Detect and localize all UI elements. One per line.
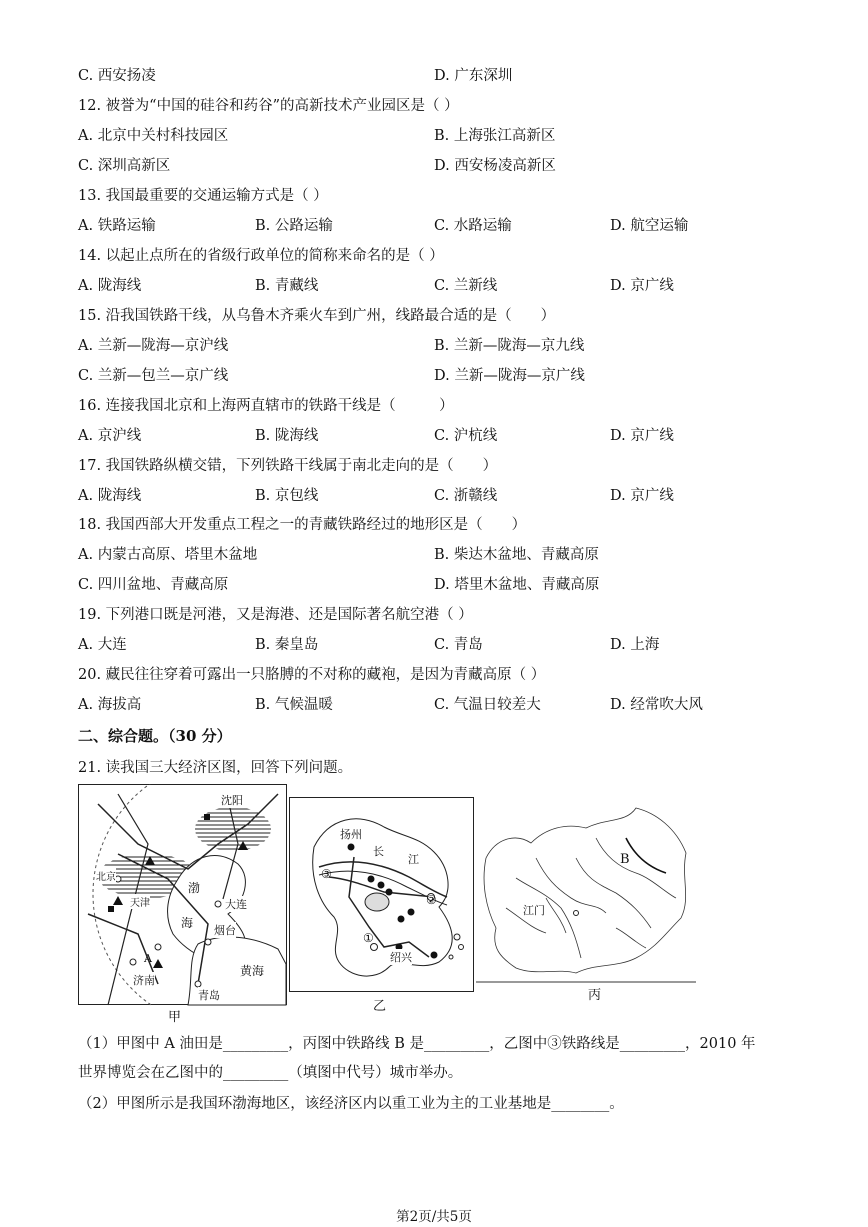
- q19-options: [78, 635, 798, 655]
- q13-option-c: C. 水路运输: [434, 218, 512, 234]
- q13-options: [78, 216, 798, 236]
- q14-option-d: D. 京广线: [610, 278, 674, 294]
- map-bing-caption: 丙: [588, 988, 602, 1003]
- q13-option-b: B. 公路运输: [255, 218, 333, 234]
- q20-option-b: B. 气候温暖: [255, 697, 333, 713]
- q18-option-d: D. 塔里木盆地、青藏高原: [434, 577, 600, 593]
- q16-stem: 16. 连接我国北京和上海两直辖市的铁路干线是（ ）: [78, 398, 454, 414]
- q19-option-d: D. 上海: [610, 637, 660, 653]
- q12-option-b: B. 上海张江高新区: [434, 128, 556, 144]
- q16-option-b: B. 陇海线: [255, 428, 319, 444]
- q12-options-row1: [78, 126, 798, 146]
- q17-stem: 17. 我国铁路纵横交错，下列铁路干线属于南北走向的是（ ）: [78, 458, 498, 474]
- map-label-qingdao: 青岛: [198, 989, 220, 1002]
- q20-option-a: A. 海拔高: [78, 697, 142, 713]
- q11-option-d: D. 广东深圳: [434, 68, 513, 84]
- q12-options-row2: [78, 156, 798, 176]
- q19-option-b: B. 秦皇岛: [255, 637, 319, 653]
- q17-option-c: C. 浙赣线: [434, 488, 498, 504]
- map-label-chang: 长: [373, 845, 384, 858]
- map-label-jiangmen: 江门: [523, 904, 545, 917]
- map-label-yantai: 烟台: [214, 924, 236, 937]
- q20-option-c: C. 气温日较差大: [434, 697, 541, 713]
- q17-option-d: D. 京广线: [610, 488, 674, 504]
- q21-sub1-line1: （1）甲图中 A 油田是_________，丙图中铁路线 B 是_________，乙图中③铁路线是_________，2010 年: [78, 1036, 756, 1052]
- map-label-shaoxing: 绍兴: [390, 951, 412, 964]
- map-label-circle1: ①: [363, 931, 374, 945]
- map-label-huanghai: 黄海: [240, 964, 265, 978]
- q15-option-a: A. 兰新—陇海—京沪线: [78, 338, 229, 354]
- q20-option-d: D. 经常吹大风: [610, 697, 703, 713]
- q20-options: [78, 695, 798, 715]
- map-label-circle2: ②: [426, 893, 437, 907]
- q18-option-c: C. 四川盆地、青藏高原: [78, 577, 229, 593]
- q16-option-d: D. 京广线: [610, 428, 674, 444]
- map-label-shenyang: 沈阳: [221, 794, 243, 807]
- q12-option-a: A. 北京中关村科技园区: [78, 128, 229, 144]
- q19-option-a: A. 大连: [78, 637, 127, 653]
- page-footer: 第2页/共5页: [396, 1209, 472, 1225]
- q13-option-a: A. 铁路运输: [78, 218, 156, 234]
- q21-sub2: （2）甲图所示是我国环渤海地区，该经济区内以重工业为主的工业基地是________。: [78, 1096, 624, 1112]
- q14-option-b: B. 青藏线: [255, 278, 319, 294]
- q19-stem: 19. 下列港口既是河港，又是海港、还是国际著名航空港（ ）: [78, 607, 473, 623]
- q18-stem: 18. 我国西部大开发重点工程之一的青藏铁路经过的地形区是（ ）: [78, 517, 527, 533]
- map-label-jinan: 济南: [133, 974, 155, 987]
- q13-option-d: D. 航空运输: [610, 218, 689, 234]
- q21-sub1-line2: 世界博览会在乙图中的_________（填图中代号）城市举办。: [78, 1065, 463, 1081]
- q17-option-a: A. 陇海线: [78, 488, 142, 504]
- map-label-dalian: 大连: [225, 898, 247, 911]
- map-label-b: B: [620, 852, 630, 867]
- q15-stem: 15. 沿我国铁路干线，从乌鲁木齐乘火车到广州，线路最合适的是（ ）: [78, 308, 556, 324]
- map-label-hai: 海: [181, 916, 194, 930]
- q15-options-row1: [78, 336, 798, 356]
- q16-options: [78, 426, 798, 446]
- q13-stem: 13. 我国最重要的交通运输方式是（ ）: [78, 188, 328, 204]
- map-label-circle3: ③: [321, 867, 332, 881]
- q11-options-row: [78, 66, 798, 86]
- q14-stem: 14. 以起止点所在的省级行政单位的简称来命名的是（ ）: [78, 248, 444, 264]
- q21-stem: 21. 读我国三大经济区图，回答下列问题。: [78, 760, 353, 776]
- q17-options: [78, 486, 798, 506]
- q17-option-b: B. 京包线: [255, 488, 319, 504]
- q15-option-d: D. 兰新—陇海—京广线: [434, 368, 585, 384]
- q18-options-row1: [78, 545, 798, 565]
- q18-option-b: B. 柴达木盆地、青藏高原: [434, 547, 599, 563]
- q18-option-a: A. 内蒙古高原、塔里木盆地: [78, 547, 258, 563]
- q14-option-a: A. 陇海线: [78, 278, 142, 294]
- q12-stem: 12. 被誉为“中国的硅谷和药谷”的高新技术产业园区是（ ）: [78, 98, 459, 114]
- q16-option-a: A. 京沪线: [78, 428, 142, 444]
- q15-option-b: B. 兰新—陇海—京九线: [434, 338, 585, 354]
- map-label-bo: 渤: [188, 881, 201, 895]
- map-yi: [289, 797, 475, 993]
- map-yi-caption: 乙: [373, 999, 387, 1014]
- q11-option-c: C. 西安扬凌: [78, 68, 156, 84]
- map-jia-caption: 甲: [168, 1010, 182, 1025]
- q14-option-c: C. 兰新线: [434, 278, 498, 294]
- q15-options-row2: [78, 366, 798, 386]
- map-label-jiang: 江: [408, 853, 419, 866]
- map-label-beijing: 北京: [96, 868, 116, 883]
- map-jia: [78, 784, 288, 1006]
- q18-options-row2: [78, 575, 798, 595]
- q14-options: [78, 276, 798, 296]
- map-label-yangzhou: 扬州: [340, 828, 362, 841]
- q19-option-c: C. 青岛: [434, 637, 483, 653]
- q16-option-c: C. 沪杭线: [434, 428, 498, 444]
- q15-option-c: C. 兰新—包兰—京广线: [78, 368, 229, 384]
- q12-option-c: C. 深圳高新区: [78, 158, 171, 174]
- map-label-tianjin: 天津: [130, 894, 150, 909]
- map-bing: [476, 798, 696, 983]
- q20-stem: 20. 藏民往往穿着可露出一只胳膊的不对称的藏袍，是因为青藏高原（ ）: [78, 667, 546, 683]
- q12-option-d: D. 西安杨凌高新区: [434, 158, 556, 174]
- section-heading: 二、综合题。（30 分）: [78, 727, 232, 745]
- map-label-a: A: [144, 952, 152, 965]
